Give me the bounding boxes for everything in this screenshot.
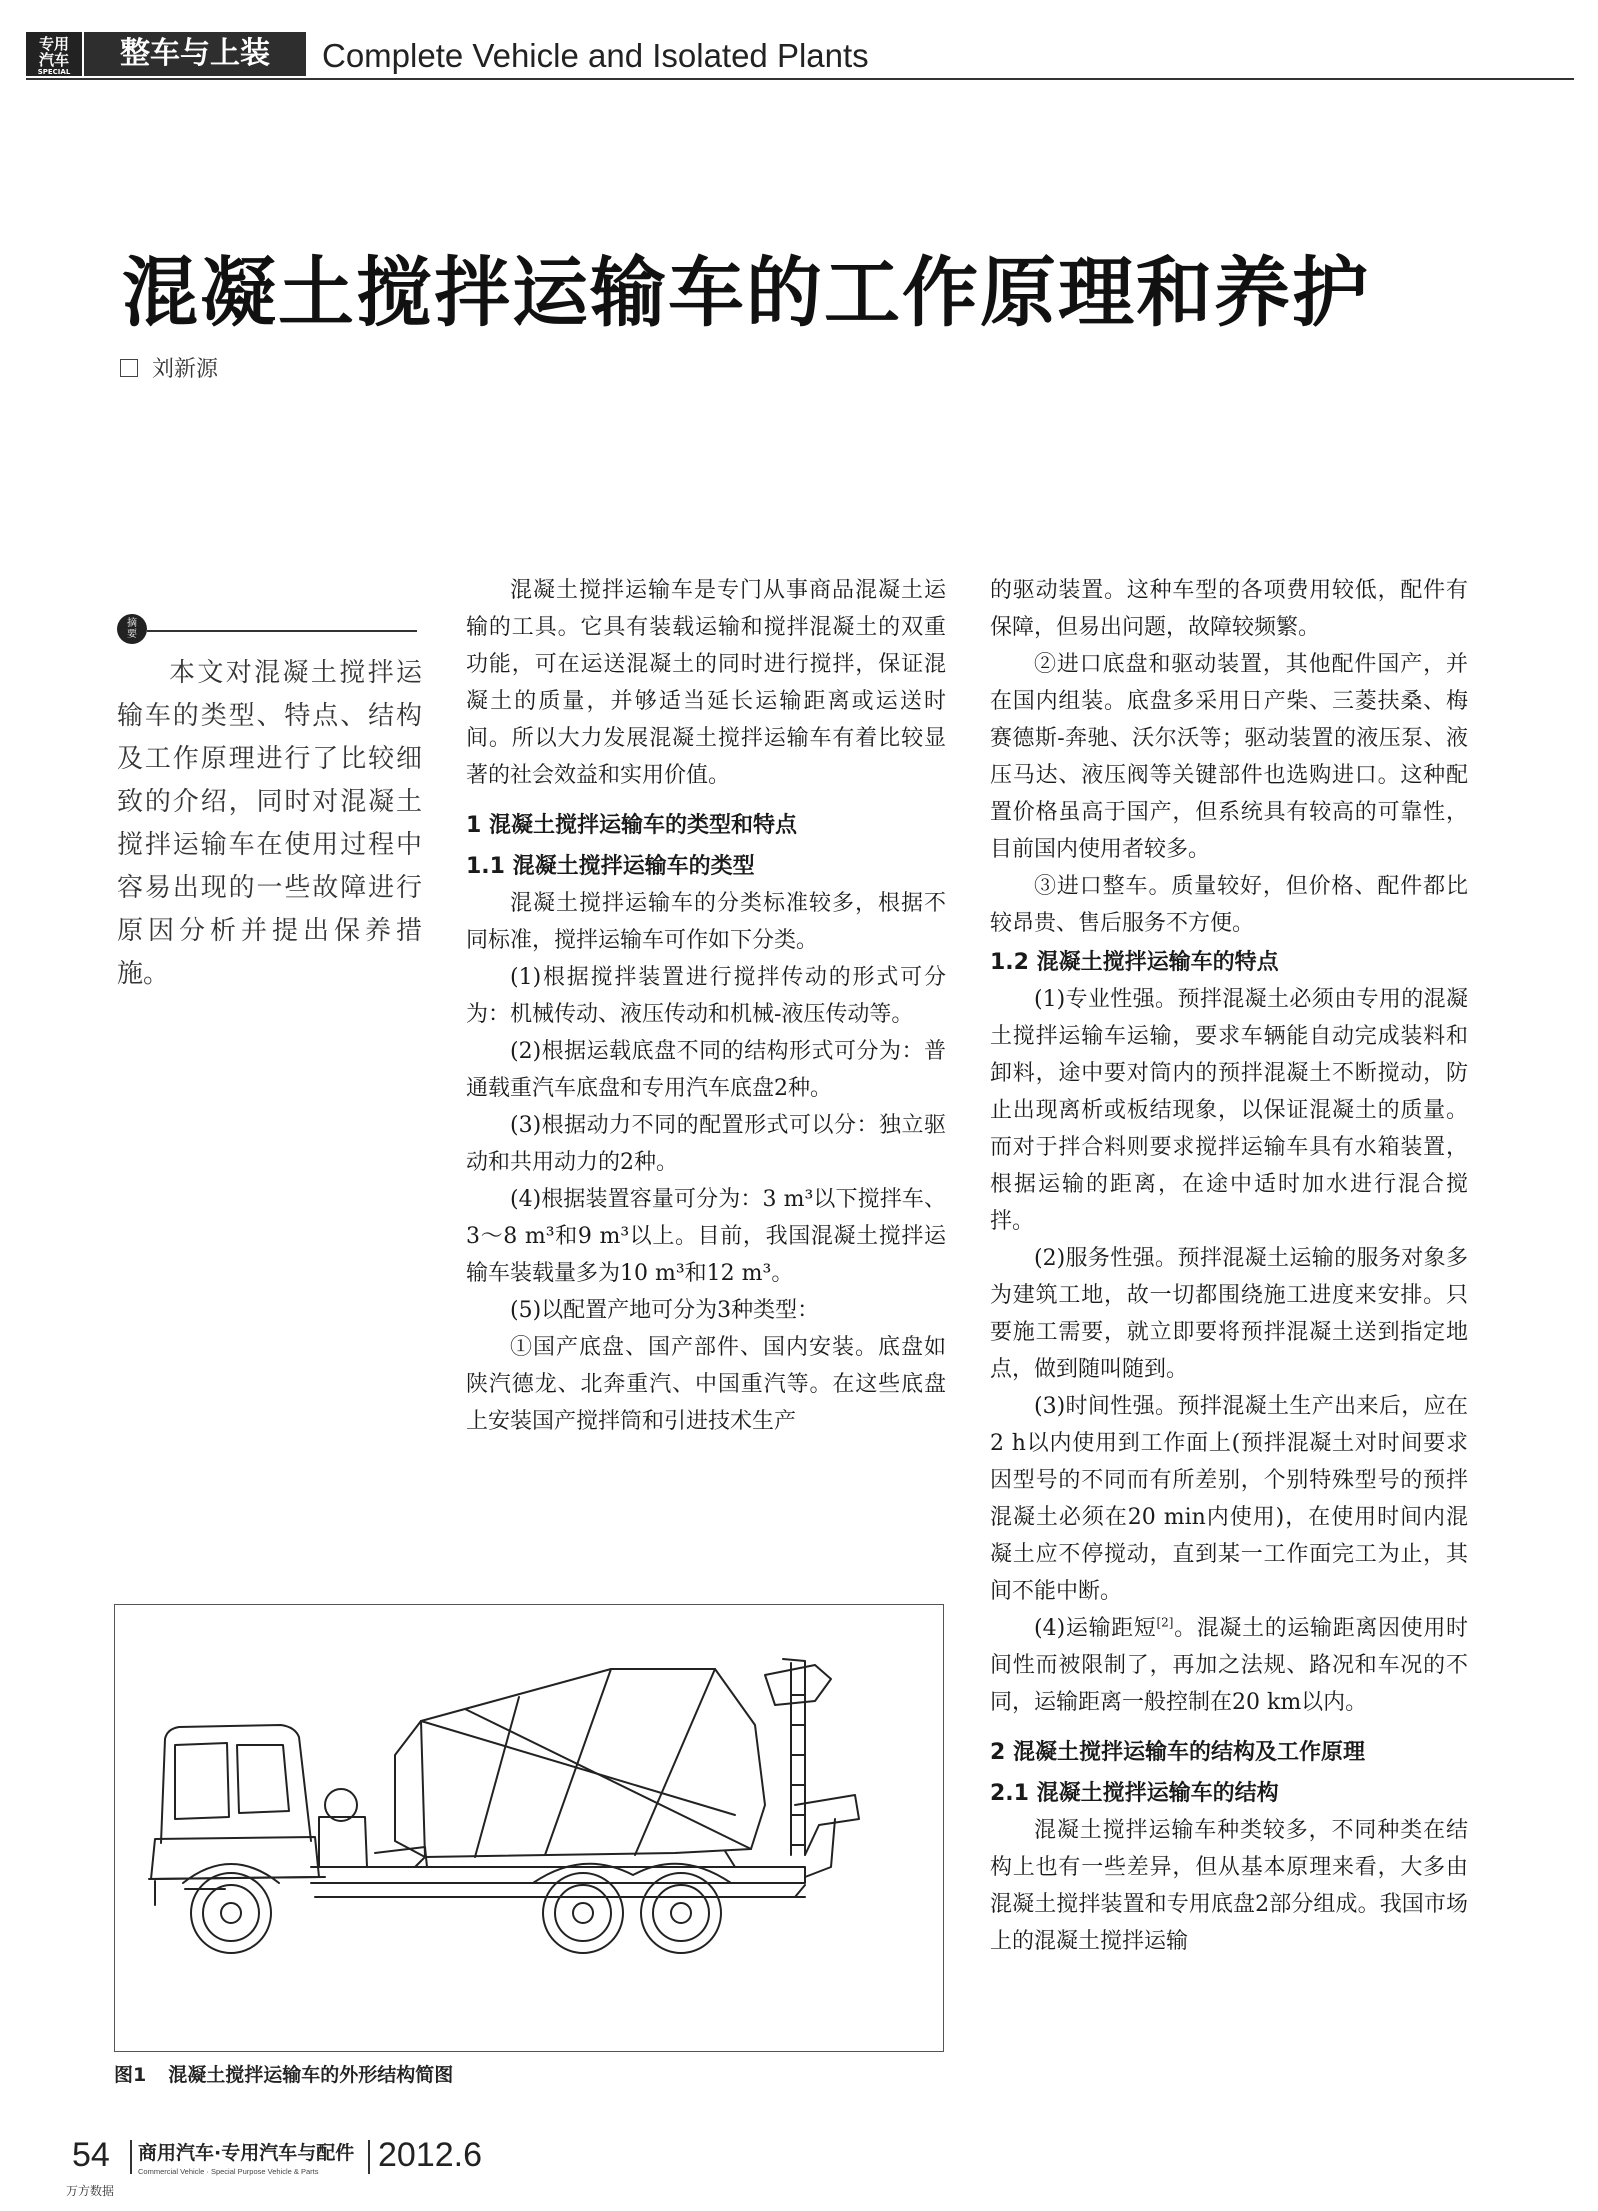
paragraph: [990, 1610, 1468, 1721]
paragraph: ②进口底盘和驱动装置，其他配件国产，并在国内组装。底盘多采用日产柴、三菱扶桑、梅赛德斯-奔驰、沃尔沃等；驱动装置的液压泵、液压马达、液压阀等关键部件也选购进口。这种配置价格虽高于国产，但系统具有较高的可靠性，目前国内使用者较多。: [990, 652, 1468, 862]
paragraph: 的驱动装置。这种车型的各项费用较低，配件有保障，但易出问题，故障较频繁。: [990, 578, 1468, 640]
logo-text-small: SPECIAL: [37, 68, 71, 76]
page-header: [26, 30, 1574, 80]
article-title: 混凝土搅拌运输车的工作原理和养护: [122, 248, 1370, 337]
truck-cab: [161, 1725, 311, 1843]
figure-number: 图1: [114, 2064, 147, 2086]
figure-caption-text: 混凝土搅拌运输车的外形结构简图: [168, 2064, 454, 2086]
footer-divider: [130, 2140, 132, 2174]
abstract-rule: [147, 630, 417, 632]
paragraph: (3)时间性强。预拌混凝土生产出来后，应在2 h以内使用到工作面上(预拌混凝土对时间要求因型号的不同而有所差别，个别特殊型号的预拌混凝土必须在20 min内使用)，在使用时间内混凝土应不停搅动，直到某一工作面完工为止，其间不能中断。: [990, 1394, 1468, 1604]
ladder: [783, 1659, 805, 1855]
author-line: [120, 352, 218, 383]
rear-wheel-1: [543, 1873, 623, 1953]
figure-caption: [114, 2060, 453, 2087]
section-2-1-heading: 2.1 混凝土搅拌运输车的结构: [990, 1781, 1279, 1806]
mixer-truck-drawing: [115, 1605, 943, 2051]
section-2-heading: 2 混凝土搅拌运输车的结构及工作原理: [990, 1740, 1365, 1765]
author-name: 刘新源: [152, 357, 219, 382]
author-box-icon: [120, 359, 138, 377]
paragraph: 混凝土搅拌运输车的分类标准较多，根据不同标准，搅拌运输车可作如下分类。: [466, 891, 946, 953]
paragraph: (5)以配置产地可分为3种类型：: [510, 1298, 820, 1323]
abstract-badge-2: 要: [127, 629, 137, 640]
magazine-logo: [26, 32, 82, 76]
logo-text-2: 汽车: [38, 51, 69, 69]
section-1-heading: 1 混凝土搅拌运输车的类型和特点: [466, 813, 797, 838]
intro-paragraph: 混凝土搅拌运输车是专门从事商品混凝土运输的工具。它具有装载运输和搅拌混凝土的双重功能，可在运送混凝土的同时进行搅拌，保证混凝土的质量，并够适当延长运输距离或运送时间。所以大力发展混凝土搅拌运输车有着比较显著的社会效益和实用价值。: [466, 578, 946, 788]
paragraph: (2)服务性强。预拌混凝土运输的服务对象多为建筑工地，故一切都围绕施工进度来安排。只要施工需要，就立即要将预拌混凝土送到指定地点，做到随叫随到。: [990, 1246, 1468, 1382]
magazine-name: [138, 2138, 354, 2176]
figure-1: [114, 1604, 944, 2052]
magazine-name-cn: 商用汽车·专用汽车与配件: [138, 2142, 355, 2164]
footer-divider: [368, 2140, 370, 2174]
section-1-2-heading: 1.2 混凝土搅拌运输车的特点: [990, 950, 1279, 975]
magazine-name-en: Commercial Vehicle · Special Purpose Vehicle & Parts: [138, 2167, 319, 2176]
paragraph: 混凝土搅拌运输车种类较多，不同种类在结构上也有一些差异，但从基本原理来看，大多由混凝土搅拌装置和专用底盘2部分组成。我国市场上的混凝土搅拌运输: [990, 1818, 1468, 1954]
paragraph-part: 。混凝土的运输距离因使用时间性而被限制了，再加之法规、路况和车况的不同，运输距离一般控制在20 km以内。: [990, 1616, 1468, 1715]
hopper: [765, 1665, 831, 1705]
paragraph: (3)根据动力不同的配置形式可以分：独立驱动和共用动力的2种。: [466, 1113, 946, 1175]
abstract-badge: [117, 614, 147, 644]
paragraph: (2)根据运载底盘不同的结构形式可分为：普通载重汽车底盘和专用汽车底盘2种。: [466, 1039, 946, 1101]
abstract-text: 本文对混凝土搅拌运输车的类型、特点、结构及工作原理进行了比较细致的介绍，同时对混凝土搅拌运输车在使用过程中容易出现的一些故障进行原因分析并提出保养措施。: [117, 658, 422, 989]
page-number: 54: [72, 2136, 110, 2174]
paragraph: (1)专业性强。预拌混凝土必须由专用的混凝土搅拌运输车运输，要求车辆能自动完成装料和卸料，途中要对筒内的预拌混凝土不断搅动，防止出现离析或板结现象，以保证混凝土的质量。而对于拌合料则要求搅拌运输车具有水箱装置，根据运输的距离，在途中适时加水进行混合搅拌。: [990, 987, 1468, 1234]
paragraph-part: (4)运输距短: [1034, 1616, 1157, 1641]
watermark: 万方数据: [66, 2184, 115, 2198]
citation-ref: [2]: [1156, 1615, 1174, 1630]
logo-text-1: 专用: [38, 35, 69, 53]
header-rule: [26, 78, 1574, 80]
issue-number: 2012.6: [378, 2136, 482, 2174]
abstract-badge-1: 摘: [127, 618, 137, 629]
rear-wheel-2: [641, 1873, 721, 1953]
body-column-2: [990, 572, 1468, 1960]
section-1-1-heading: 1.1 混凝土搅拌运输车的类型: [466, 854, 755, 879]
front-wheel: [191, 1873, 271, 1953]
section-category: 整车与上装: [84, 32, 306, 76]
paragraph: (1)根据搅拌装置进行搅拌传动的形式可分为：机械传动、液压传动和机械-液压传动等。: [466, 965, 946, 1027]
section-category-english: Complete Vehicle and Isolated Plants: [322, 37, 869, 74]
paragraph: ①国产底盘、国产部件、国内安装。底盘如陕汽德龙、北奔重汽、中国重汽等。在这些底盘上安装国产搅拌筒和引进技术生产: [466, 1335, 946, 1434]
body-column-1: [466, 572, 946, 1440]
paragraph: (4)根据装置容量可分为：3 m³以下搅拌车、3～8 m³和9 m³以上。目前，我国混凝土搅拌运输车装载量多为10 m³和12 m³。: [466, 1187, 946, 1286]
paragraph: ③进口整车。质量较好，但价格、配件都比较昂贵、售后服务不方便。: [990, 874, 1468, 936]
